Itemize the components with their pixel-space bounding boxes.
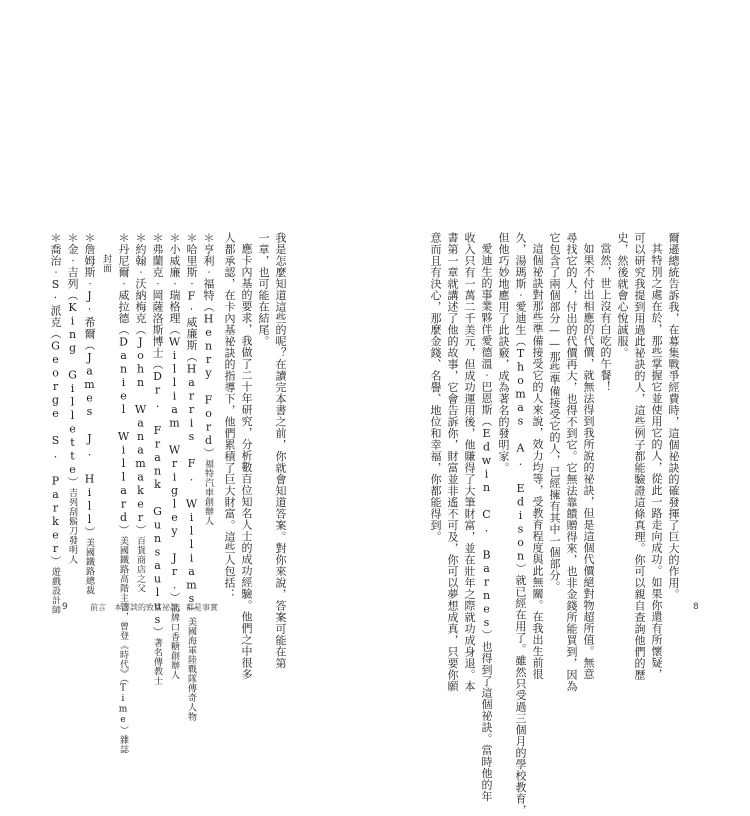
list-item-name: ＊哈里斯‧F‧威廉斯（Harris F. Williams）	[185, 232, 198, 617]
list-item-note: 百貨商店之父	[135, 536, 145, 593]
body-text-column: 史，然後就會心悅誠服。	[616, 232, 629, 359]
page-number: 9	[62, 602, 68, 612]
list-item-note: 吉列刮鬍刀發明人	[67, 488, 77, 564]
list-item-note: 美國鐵路高階主管，曾登《時代》（Time）雜誌	[118, 536, 128, 754]
list-item-note: 著名傳教士	[152, 638, 162, 686]
list-item-name: ＊弗蘭克‧岡薩洛斯博士（Dr. Frank Gunsaulus）	[151, 232, 164, 638]
body-text-column: 爾遜總統告訴我，在募集戰爭經費時，這個祕訣的確發揮了巨大的作用。	[667, 232, 680, 600]
body-text-column: 當然，世上沒有白吃的午餐！	[599, 243, 612, 393]
list-item	[166, 232, 182, 680]
page-number: 8	[693, 602, 699, 612]
list-item-note: 美國海軍陸戰隊傳奇人物	[186, 617, 196, 722]
body-text-column: 這個祕訣對那些準備接受它的人來說，效力均等，受教育程度與此無關。在我出生前很	[531, 243, 544, 680]
list-item	[81, 232, 97, 612]
list-item-name: ＊約翰‧沃納梅克（John Wanamaker）	[134, 232, 147, 536]
list-item-name: ＊喬治‧S‧派克（George S. Parker）	[49, 232, 62, 567]
body-text-column: 尋找它的人，付出的代價再大，也得不到它。它無法靠饋贈得來，也非金錢所能買到，因為	[565, 232, 578, 692]
body-text-column: 意而且有決心，那麼金錢、名譽、地位和幸福，你都能得到。	[429, 232, 442, 543]
list-item-note: 福特汽車創辦人	[203, 459, 213, 526]
list-item-name: ＊金‧吉列（King Gillette）	[66, 232, 79, 488]
body-text-column: 愛迪生的事業夥伴愛德溫‧巴恩斯（Edwin C. Barnes）也得到了這個祕訣。當時他的年	[480, 243, 493, 802]
list-item-note: 遊戲設計師	[50, 567, 60, 615]
body-text-column: 收入只有一萬二千美元，但成功運用後，他賺得了大筆財富，並在壯年之際就功成身退。本	[463, 232, 476, 692]
list-item	[47, 232, 63, 615]
body-text-column: 如果不付出相應的代價，就無法得到我所說的祕訣，但是這個代價絕對物超所值。無意	[582, 243, 595, 680]
list-item	[200, 232, 216, 612]
body-text-column: 可以研究我提到用過此祕訣的人，這些例子都能驗證這條真理。你可以親自查詢他們的歷	[633, 232, 646, 681]
body-text-column: 它包含了兩個部分——那些準備接受它的人，已經擁有其中一個部分。	[548, 232, 561, 593]
body-text-column: 但他巧妙地應用了此訣竅，成為著名的發明家。	[497, 232, 510, 474]
list-item-name: ＊亨利‧福特（Henry Ford）	[202, 232, 215, 459]
list-item	[64, 232, 80, 612]
list-item-note: 箭牌口香糖創辦人	[169, 603, 179, 680]
body-text-column: 久，湯瑪斯‧愛迪生（Thomas A. Edison）就已經在用了。雖然只受過三個月的學校教育，	[514, 232, 527, 816]
body-text-column: 應卡內基的要求，我做了二十年研究，分析數百位知名人士的成功經驗。他們之中很多	[240, 243, 253, 680]
list-item-note: 美國鐵路總裁	[84, 538, 94, 595]
list-item	[183, 232, 199, 722]
list-item	[132, 232, 148, 612]
running-head: 前言 本書談的致富祕訣，都是事實	[90, 603, 218, 612]
list-item-name: ＊小威廉‧瑞格理（William Wrigley Jr.）	[168, 232, 181, 604]
right-page	[375, 0, 750, 816]
list-item-name: ＊丹尼爾‧威拉德（Daniel Willard）	[117, 232, 130, 536]
body-text-column: 其特別之處在於，那些掌握它並使用它的人，從此一路走向成功。如果你還有所懷疑，	[650, 243, 663, 680]
body-text-column: 人都承認，在卡內基祕訣的指導下，他們累積了巨大財富。這些人包括：	[223, 232, 236, 600]
body-text-column: 書第一章就講述了他的故事，它會告訴你，財富並非遙不可及，你可以夢想成真，只要你願	[446, 232, 459, 692]
list-item	[149, 232, 165, 686]
left-page	[0, 0, 375, 754]
body-text-column: 我是怎麼知道這些的呢？在讀完本書之前，你就會知道答案。對你來說，答案可能在第	[274, 232, 287, 669]
list-item-continuation	[98, 232, 114, 634]
list-item	[115, 232, 131, 754]
list-item-note: 封面	[101, 254, 111, 273]
list-item-name: ＊詹姆斯‧J‧希爾（James J. Hill）	[83, 232, 96, 538]
body-text-column: 一章，也可能在結尾。	[257, 232, 270, 347]
